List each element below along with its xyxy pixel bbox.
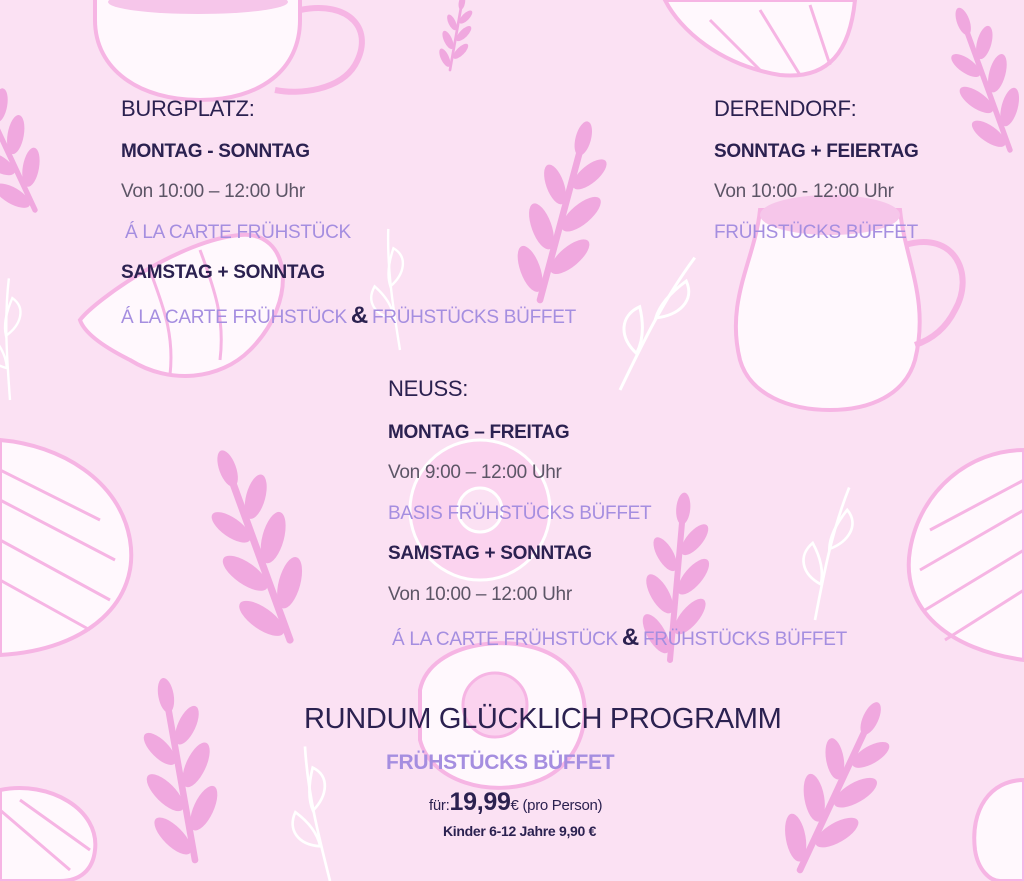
burgplatz-time-1: Von 10:00 – 12:00 Uhr — [121, 181, 305, 202]
sandwich-icon — [0, 440, 131, 655]
neuss-heading: NEUSS: — [388, 376, 469, 401]
price-prefix: für: — [429, 797, 450, 814]
leaf-sprig-icon — [124, 671, 234, 867]
neuss-day-2: SAMSTAG + SONNTAG — [388, 543, 592, 564]
leaf-sprig-icon — [434, 0, 479, 73]
neuss-offer-2b: FRÜHSTÜCKS BÜFFET — [642, 629, 847, 650]
burgplatz-offer-2 — [121, 302, 576, 330]
neuss-time-2: Von 10:00 – 12:00 Uhr — [388, 584, 572, 605]
leaf-sprig-icon — [603, 243, 702, 401]
burgplatz-offer-1: Á LA CARTE FRÜHSTÜCK — [125, 222, 351, 243]
burgplatz-offer-2b: FRÜHSTÜCKS BÜFFET — [371, 307, 576, 328]
neuss-time-1: Von 9:00 – 12:00 Uhr — [388, 462, 562, 483]
leaf-sprig-icon — [502, 111, 626, 310]
leaf-sprig-icon — [0, 277, 35, 402]
leaf-sprig-icon — [764, 686, 914, 881]
burgplatz-day-1: MONTAG - SONNTAG — [121, 141, 310, 162]
leaf-sprig-icon — [180, 436, 330, 655]
burgplatz-heading: BURGPLATZ: — [121, 96, 255, 121]
croissant-icon — [665, 0, 855, 76]
derendorf-time-1: Von 10:00 - 12:00 Uhr — [714, 181, 894, 202]
sandwich-icon — [909, 450, 1024, 660]
ampersand: & — [350, 302, 368, 329]
coffee-cup-icon — [95, 0, 362, 100]
leaf-sprig-icon — [798, 484, 855, 622]
kids-price: Kinder 6-12 Jahre 9,90 € — [443, 823, 597, 839]
program-subtitle: FRÜHSTÜCKS BÜFFET — [386, 751, 615, 774]
neuss-offer-2 — [392, 624, 847, 652]
leaf-sprig-icon — [268, 744, 357, 881]
leaf-sprig-icon — [928, 0, 1024, 161]
price-suffix: € (pro Person) — [510, 797, 603, 814]
price-value: 19,99 — [449, 788, 511, 816]
leaf-sprig-icon — [0, 59, 64, 223]
program-title: RUNDUM GLÜCKLICH PROGRAMM — [304, 703, 782, 735]
neuss-offer-1: BASIS FRÜHSTÜCKS BÜFFET — [388, 503, 652, 524]
burgplatz-day-2: SAMSTAG + SONNTAG — [121, 262, 325, 283]
derendorf-offer-1: FRÜHSTÜCKS BÜFFET — [714, 222, 918, 243]
leaf-sprig-icon — [355, 227, 425, 353]
ampersand: & — [621, 624, 639, 651]
neuss-offer-2a: Á LA CARTE FRÜHSTÜCK — [392, 629, 618, 650]
derendorf-day-1: SONNTAG + FEIERTAG — [714, 141, 919, 162]
program-price-line — [429, 788, 602, 817]
sandwich-icon — [974, 780, 1024, 881]
neuss-day-1: MONTAG – FREITAG — [388, 422, 570, 443]
sandwich-icon — [0, 788, 95, 881]
derendorf-heading: DERENDORF: — [714, 96, 857, 121]
burgplatz-offer-2a: Á LA CARTE FRÜHSTÜCK — [121, 307, 347, 328]
